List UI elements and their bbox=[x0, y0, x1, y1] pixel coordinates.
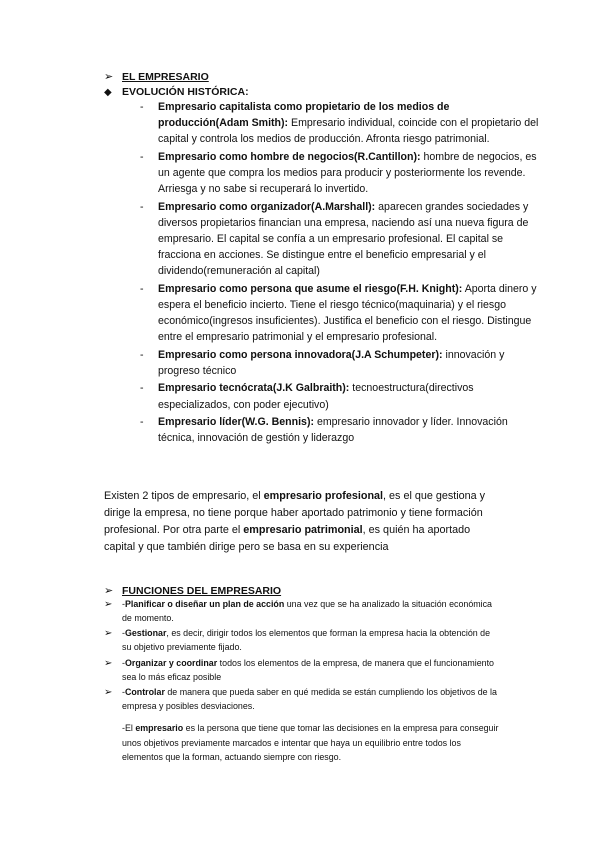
function-term: Planificar o diseñar un plan de acción bbox=[124, 599, 285, 609]
diamond-bullet-icon: ◆ bbox=[104, 87, 112, 98]
list-item bbox=[140, 199, 540, 280]
list-item bbox=[140, 149, 540, 198]
item-term: Empresario como persona que asume el riesgo(F.H. Knight): bbox=[158, 282, 463, 295]
arrow-bullet-icon: ➢ bbox=[104, 599, 113, 610]
item-description: tecnoestructura(directivos especializados, con poder ejecutivo) bbox=[158, 382, 474, 411]
item-description: empresario innovador y líder. Innovación técnica, innovación de gestión y liderazgo bbox=[158, 415, 508, 445]
item-description: Aporta dinero y espera el beneficio incierto. Tiene el riesgo técnico(maquinaria) y el riesgo económico(ingresos insuficientes). Justifica el beneficio con el riesgo. Distingue entre el empresario patrimonial y el empresario profesional. bbox=[158, 282, 537, 344]
list-item bbox=[140, 281, 540, 346]
section-heading-funciones bbox=[104, 584, 281, 598]
functions-list bbox=[104, 598, 499, 716]
list-item bbox=[140, 380, 540, 412]
dash-bullet: - bbox=[140, 150, 144, 163]
item-description: aparecen grandes sociedades y diversos propietarios financian una empresa, naciendo así una nueva figura de empresario. El capital se confía a un empresario profesional. El capital se fracciona en acciones. Se distingue entre el beneficio empresarial y el dividendo(remuneración al capital) bbox=[158, 200, 529, 278]
final-paragraph: -El empresario es la persona que tiene que tomar las decisiones en la empresa para conseguir unos objetivos previamente marcados e intentar que haya un equilibrio entre todos los elementos que la forman, actuando siempre con riesgo. bbox=[122, 723, 499, 763]
item-term: Empresario como hombre de negocios(R.Cantillon): bbox=[158, 150, 421, 163]
item-description: innovación y progreso técnico bbox=[158, 348, 505, 377]
function-description: , es decir, dirigir todos los elementos que forman la empresa hacia la obtención de su objetivo previamente fijado. bbox=[122, 628, 491, 653]
function-description: una vez que se ha analizado la situación económica de momento. bbox=[122, 599, 492, 623]
list-item: ➢ -Organizar y coordinar todos los elementos de la empresa, de manera que el funcionamiento sea lo más eficaz posible bbox=[104, 657, 494, 682]
item-term: Empresario líder(W.G. Bennis): bbox=[158, 415, 314, 428]
dash-bullet: - bbox=[140, 348, 144, 361]
function-description: de manera que pueda saber en qué medida se están cumpliendo los objetivos de la empresa y posibles desviaciones. bbox=[122, 687, 497, 711]
function-term: Gestionar bbox=[124, 628, 167, 639]
function-description: todos los elementos de la empresa, de manera que el funcionamiento sea lo más eficaz posible bbox=[122, 657, 494, 682]
list-item bbox=[140, 99, 540, 148]
list-item: ➢ -Gestionar, es decir, dirigir todos los elementos que forman la empresa hacia la obtención de su objetivo previamente fijado. bbox=[104, 628, 491, 653]
term-empresario: empresario bbox=[135, 723, 184, 733]
evolution-list bbox=[140, 99, 540, 448]
list-item: ➢ -Planificar o diseñar un plan de acción una vez que se ha analizado la situación económica de momento. bbox=[104, 599, 492, 623]
arrow-bullet-icon: ➢ bbox=[104, 628, 113, 640]
function-term: Organizar y coordinar bbox=[124, 657, 218, 668]
function-term: Controlar bbox=[124, 687, 165, 698]
arrow-bullet-icon: ➢ bbox=[104, 585, 114, 597]
item-term: Empresario tecnócrata(J.K Galbraith): bbox=[158, 382, 350, 395]
arrow-bullet-icon: ➢ bbox=[104, 687, 113, 699]
term-patrimonial: empresario patrimonial bbox=[243, 524, 363, 536]
item-term: Empresario como persona innovadora(J.A Schumpeter): bbox=[158, 348, 443, 361]
subheading-evolucion bbox=[104, 85, 249, 100]
section-heading-empresario bbox=[104, 70, 209, 84]
arrow-bullet-icon: ➢ bbox=[104, 71, 114, 83]
term-profesional: empresario profesional bbox=[263, 490, 384, 502]
arrow-bullet-icon: ➢ bbox=[104, 657, 113, 669]
item-term: Empresario capitalista como propietario de los medios de producción(Adam Smith): bbox=[158, 101, 450, 130]
dash-bullet: - bbox=[140, 200, 144, 213]
list-item: ➢ -Controlar de manera que pueda saber en qué medida se están cumpliendo los objetivos de la empresa y posibles desviaciones. bbox=[104, 687, 497, 711]
types-paragraph: Existen 2 tipos de empresario, el empresario profesional, es el que gestiona y dirige la empresa, no tiene porque haber aportado patrimonio y tiene formación profesional. Por otra parte el empresario patrimonial, es quién ha aportado capital y que también dirige pero se basa en su experiencia bbox=[104, 490, 486, 553]
dash-bullet: - bbox=[140, 415, 144, 428]
section-title: EL EMPRESARIO bbox=[122, 71, 209, 83]
item-description: Empresario individual, coincide con el propietario del capital y controla los medios de producción. Afronta riesgo patrimonial. bbox=[158, 117, 539, 146]
item-description: hombre de negocios, es un agente que compra los medios para producir y posteriormente los revende. Arriesga y no sabe si recuperará lo invertido. bbox=[158, 150, 537, 196]
list-item bbox=[140, 347, 540, 379]
subsection-title: EVOLUCIÓN HISTÓRICA: bbox=[122, 86, 249, 98]
item-term: Empresario como organizador(A.Marshall): bbox=[158, 200, 376, 213]
list-item bbox=[140, 414, 540, 446]
section-title: FUNCIONES DEL EMPRESARIO bbox=[122, 585, 282, 597]
dash-bullet: - bbox=[140, 382, 144, 395]
dash-bullet: - bbox=[140, 101, 144, 113]
dash-bullet: - bbox=[140, 282, 144, 295]
